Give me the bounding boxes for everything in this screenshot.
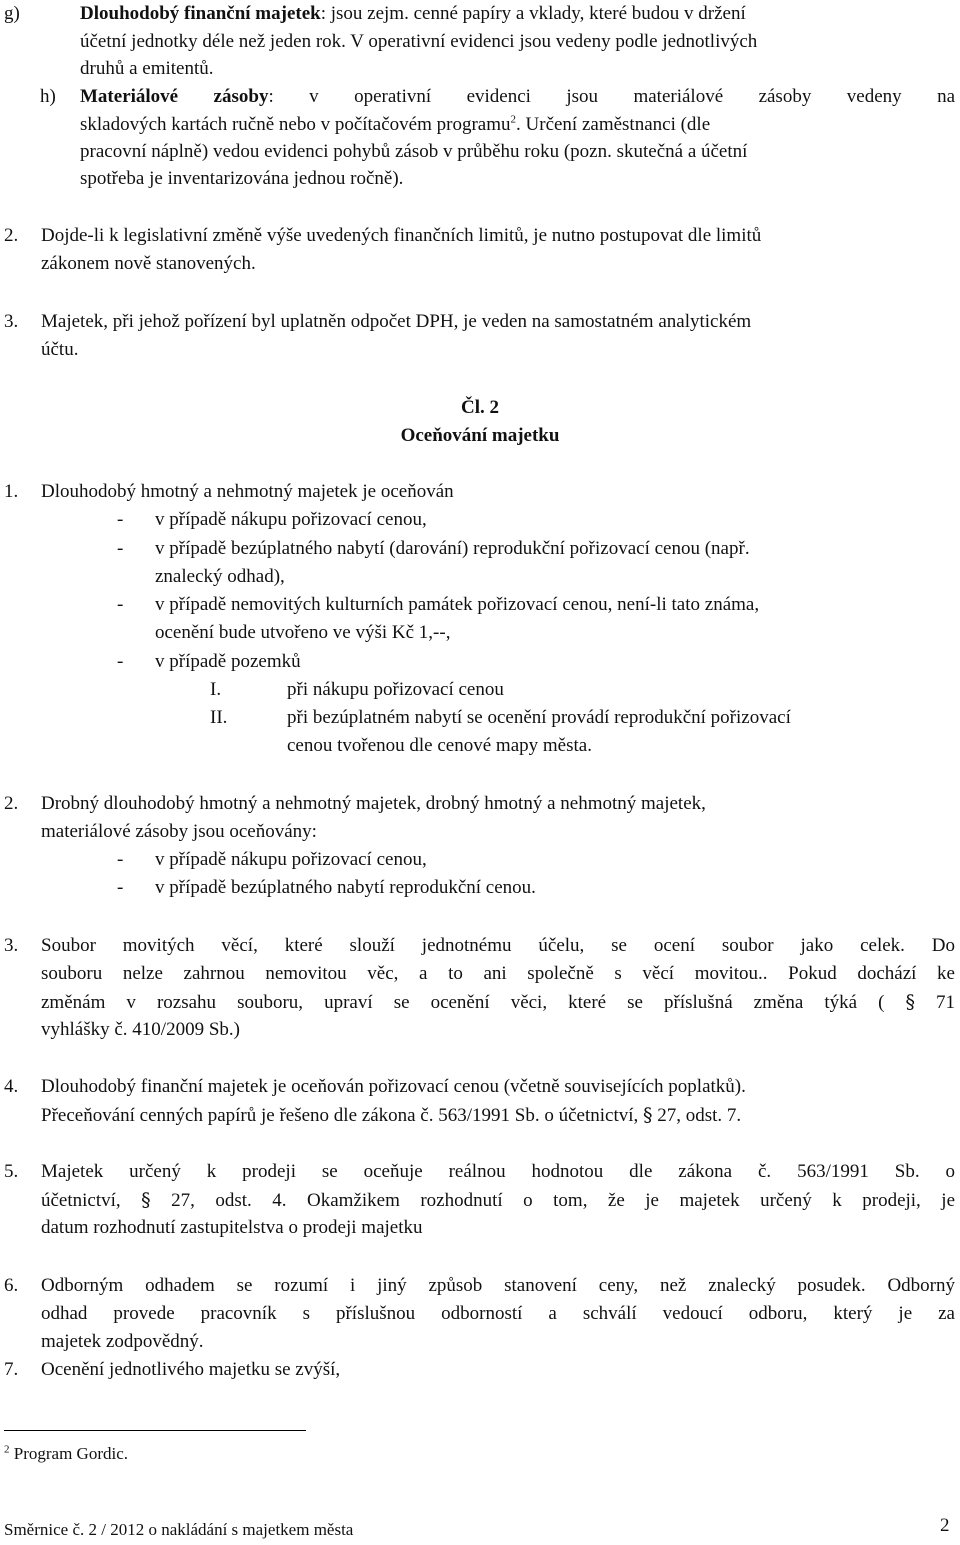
roman-num-1: I. — [210, 679, 222, 700]
art2-point2-line2: materiálové zásoby jsou oceňovány: — [41, 821, 317, 842]
art2-point6-line3: majetek zodpovědný. — [41, 1331, 204, 1352]
art2-point5-line2: účetnictví, § 27, odst. 4. Okamžikem rozhodnutí o tom, že je majetek určený k prodeji, je — [41, 1189, 956, 1211]
bullet-dash: - — [117, 651, 124, 672]
item-g-label: g) — [4, 3, 20, 24]
art2-point5-line1: Majetek určený k prodeji se oceňuje reálnou hodnotou dle zákona č. 563/1991 Sb. o — [41, 1161, 955, 1182]
footnote-separator — [4, 1430, 306, 1431]
art2-p1-bullet3-line1: v případě nemovitých kulturních památek pořizovací cenou, není-li tato známa, — [155, 594, 760, 615]
art2-point6-line1: Odborným odhadem se rozumí i jiný způsob stanovení ceny, než znalecký posudek. Odborný — [41, 1275, 955, 1296]
art2-point2-line1: Drobný dlouhodobý hmotný a nehmotný majetek, drobný hmotný a nehmotný majetek, — [41, 793, 706, 814]
art2-point3-line4: vyhlášky č. 410/2009 Sb.) — [41, 1019, 240, 1040]
item-h-line4: spotřeba je inventarizována jednou ročně). — [80, 168, 404, 189]
item-g-line3: druhů a emitentů. — [80, 58, 214, 79]
footnote-text: Program Gordic. — [9, 1444, 129, 1463]
roman-text-1: při nákupu pořizovací cenou — [287, 679, 504, 700]
art2-p1-bullet2-line2: znalecký odhad), — [155, 566, 285, 587]
bullet-dash: - — [117, 509, 124, 530]
art2-point1-text: Dlouhodobý hmotný a nehmotný majetek je oceňován — [41, 481, 454, 502]
bullet-dash: - — [117, 594, 124, 615]
page-number: 2 — [940, 1515, 950, 1536]
article-number: Čl. 2 — [461, 397, 499, 418]
art2-point5-line3: datum rozhodnutí zastupitelstva o prodeji majetku — [41, 1217, 423, 1238]
roman-text-2-line1: při bezúplatném nabytí se ocenění provádí reprodukční pořizovací — [287, 707, 791, 728]
article-title: Oceňování majetku — [400, 425, 560, 446]
footnote — [4, 1442, 128, 1466]
art1-point3-line1: Majetek, při jehož pořízení byl uplatněn odpočet DPH, je veden na samostatném analytickém — [41, 311, 752, 332]
bullet-dash: - — [117, 849, 124, 870]
art2-p1-bullet3-line2: ocenění bude utvořeno ve výši Kč 1,--, — [155, 622, 451, 643]
art2-point7-text: Ocenění jednotlivého majetku se zvýší, — [41, 1359, 341, 1380]
item-g-bold: Dlouhodobý finanční majetek — [80, 3, 321, 24]
art2-p1-bullet2-line1: v případě bezúplatného nabytí (darování) reprodukční pořizovací cenou (např. — [155, 538, 750, 559]
footnote-mark: 2 — [4, 1443, 10, 1456]
roman-text-2-line2: cenou tvořenou dle cenové mapy města. — [287, 735, 592, 756]
item-h-bold: Materiálové zásoby — [80, 86, 269, 107]
section-sign: § — [141, 1189, 151, 1211]
art2-p1-bullet4: v případě pozemků — [155, 651, 301, 672]
item-g-line2: účetní jednotky déle než jeden rok. V operativní evidenci jsou vedeny podle jednotlivých — [80, 31, 758, 52]
bullet-dash: - — [117, 538, 124, 559]
art2-point7-num: 7. — [4, 1359, 19, 1380]
art1-point2-line2: zákonem nově stanovených. — [41, 253, 256, 274]
art2-point3-line3: změnám v rozsahu souboru, upraví se ocenění věci, které se příslušná změna týká ( § 71 — [41, 991, 956, 1013]
art2-p2-bullet2: v případě bezúplatného nabytí reprodukční cenou. — [155, 877, 536, 898]
footnote-ref: 2 — [510, 113, 517, 126]
art1-point3-line2: účtu. — [41, 339, 79, 360]
art1-point2-line1: Dojde-li k legislativní změně výše uvedených finančních limitů, je nutno postupovat dle limitů — [41, 225, 762, 246]
art2-point5-num: 5. — [4, 1161, 19, 1182]
art1-point3-num: 3. — [4, 311, 19, 332]
bullet-dash: - — [117, 877, 124, 898]
art2-point4-num: 4. — [4, 1076, 19, 1097]
art2-point3-line1: Soubor movitých věcí, které slouží jednotnému účelu, se ocení soubor jako celek. Do — [41, 935, 955, 956]
section-sign: § — [643, 1104, 653, 1126]
item-g-line1 — [80, 2, 746, 26]
item-h-line2 — [80, 113, 710, 137]
item-h-text2a: skladových kartách ručně nebo v počítačovém programu — [80, 114, 511, 135]
art2-p1-bullet1: v případě nákupu pořizovací cenou, — [155, 509, 427, 530]
footer-document-title: Směrnice č. 2 / 2012 o nakládání s majetkem města — [4, 1520, 354, 1539]
art2-point6-num: 6. — [4, 1275, 19, 1296]
item-h-line3: pracovní náplně) vedou evidenci pohybů zásob v průběhu roku (pozn. skutečná a účetní — [80, 141, 748, 162]
art2-point3-line2: souboru nelze zahrnou nemovitou věc, a to ani společně s věcí movitou.. Pokud dochází ke — [41, 963, 955, 984]
art2-point4-line1: Dlouhodobý finanční majetek je oceňován pořizovací cenou (včetně souvisejících poplatků). — [41, 1076, 746, 1097]
item-h-text2b: . Určení zaměstnanci (dle — [516, 114, 711, 135]
art2-point4-line2: Přeceňování cenných papírů je řešeno dle zákona č. 563/1991 Sb. o účetnictví, § 27, odst. 7. — [41, 1104, 742, 1126]
section-sign: § — [905, 991, 915, 1013]
item-g-text1: : jsou zejm. cenné papíry a vklady, které budou v držení — [320, 3, 746, 24]
art1-point2-num: 2. — [4, 225, 19, 246]
item-h-label: h) — [40, 86, 56, 107]
item-h-text1: : v operativní evidenci jsou materiálové zásoby vedeny na — [268, 86, 955, 107]
art2-p2-bullet1: v případě nákupu pořizovací cenou, — [155, 849, 427, 870]
art2-point3-num: 3. — [4, 935, 19, 956]
item-h-line1 — [80, 85, 955, 109]
art2-point1-num: 1. — [4, 481, 19, 502]
art2-point6-line2: odhad provede pracovník s příslušnou odborností a schválí vedoucí odboru, který je za — [41, 1303, 955, 1324]
art2-point2-num: 2. — [4, 793, 19, 814]
roman-num-2: II. — [210, 707, 228, 728]
